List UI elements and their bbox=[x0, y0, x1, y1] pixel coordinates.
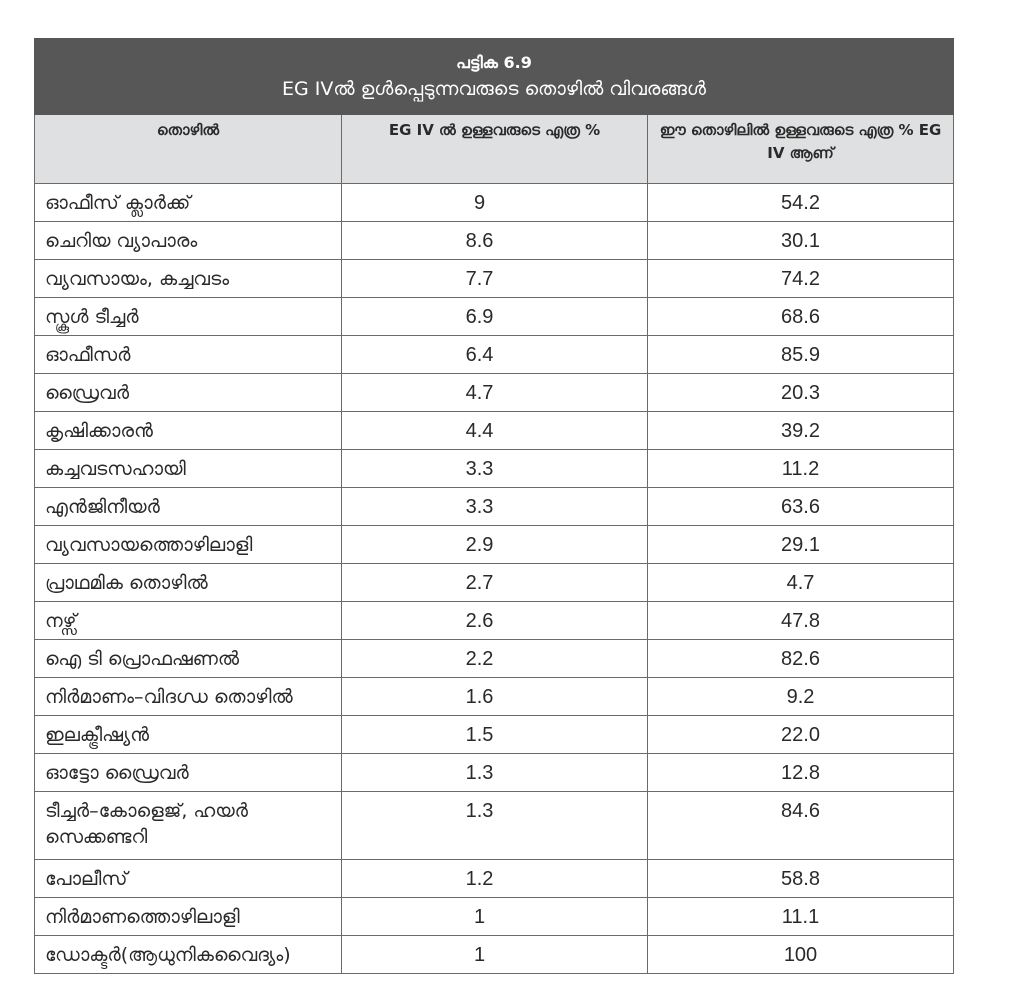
cell-pct-of-eg4: 2.9 bbox=[342, 526, 648, 564]
table-row bbox=[35, 374, 954, 412]
cell-occupation: ഇലക്ട്രീഷ്യൻ bbox=[35, 716, 342, 754]
cell-pct-eg4-in-job: 58.8 bbox=[648, 860, 954, 898]
cell-occupation: ഓഫീസർ bbox=[35, 336, 342, 374]
table-body bbox=[35, 184, 954, 974]
cell-pct-eg4-in-job: 12.8 bbox=[648, 754, 954, 792]
cell-pct-eg4-in-job: 82.6 bbox=[648, 640, 954, 678]
cell-pct-eg4-in-job: 20.3 bbox=[648, 374, 954, 412]
cell-occupation: കൃഷിക്കാരൻ bbox=[35, 412, 342, 450]
cell-pct-of-eg4: 4.4 bbox=[342, 412, 648, 450]
column-header-pct-eg4-in-job: ഈ തൊഴിലിൽ ഉള്ളവരുടെ എത്ര % EG IV ആണ് bbox=[648, 115, 954, 184]
cell-pct-eg4-in-job: 11.1 bbox=[648, 898, 954, 936]
cell-pct-eg4-in-job: 74.2 bbox=[648, 260, 954, 298]
cell-pct-eg4-in-job: 4.7 bbox=[648, 564, 954, 602]
cell-pct-of-eg4: 1.6 bbox=[342, 678, 648, 716]
cell-pct-of-eg4: 9 bbox=[342, 184, 648, 222]
cell-pct-eg4-in-job: 11.2 bbox=[648, 450, 954, 488]
cell-pct-of-eg4: 2.2 bbox=[342, 640, 648, 678]
table-row bbox=[35, 298, 954, 336]
cell-pct-of-eg4: 2.6 bbox=[342, 602, 648, 640]
occupation-table bbox=[34, 38, 953, 974]
column-header-row bbox=[35, 115, 954, 184]
cell-pct-of-eg4: 8.6 bbox=[342, 222, 648, 260]
cell-pct-of-eg4: 7.7 bbox=[342, 260, 648, 298]
cell-pct-of-eg4: 1.2 bbox=[342, 860, 648, 898]
table-row bbox=[35, 184, 954, 222]
cell-pct-eg4-in-job: 9.2 bbox=[648, 678, 954, 716]
table-row bbox=[35, 792, 954, 860]
table-row bbox=[35, 936, 954, 974]
cell-occupation: വ്യവസായം, കച്ചവടം bbox=[35, 260, 342, 298]
cell-pct-of-eg4: 6.4 bbox=[342, 336, 648, 374]
cell-occupation: പ്രാഥമിക തൊഴിൽ bbox=[35, 564, 342, 602]
cell-occupation: ഓഫീസ് ക്ലാർക്ക് bbox=[35, 184, 342, 222]
cell-pct-eg4-in-job: 30.1 bbox=[648, 222, 954, 260]
table-row bbox=[35, 716, 954, 754]
cell-pct-of-eg4: 2.7 bbox=[342, 564, 648, 602]
cell-occupation: എൻജിനീയർ bbox=[35, 488, 342, 526]
table-row bbox=[35, 898, 954, 936]
cell-pct-eg4-in-job: 85.9 bbox=[648, 336, 954, 374]
table-row bbox=[35, 336, 954, 374]
table-number: പട്ടിക 6.9 bbox=[456, 52, 532, 72]
table-row bbox=[35, 260, 954, 298]
table-row bbox=[35, 222, 954, 260]
cell-occupation: നഴ്സ് bbox=[35, 602, 342, 640]
cell-occupation: ചെറിയ വ്യാപാരം bbox=[35, 222, 342, 260]
table-row bbox=[35, 602, 954, 640]
cell-pct-eg4-in-job: 63.6 bbox=[648, 488, 954, 526]
cell-pct-eg4-in-job: 39.2 bbox=[648, 412, 954, 450]
table-row bbox=[35, 450, 954, 488]
cell-pct-eg4-in-job: 29.1 bbox=[648, 526, 954, 564]
cell-occupation: പോലീസ് bbox=[35, 860, 342, 898]
cell-pct-of-eg4: 1 bbox=[342, 936, 648, 974]
cell-occupation: നിർമാണം–വിദഗ്ധ തൊഴിൽ bbox=[35, 678, 342, 716]
cell-occupation: കച്ചവടസഹായി bbox=[35, 450, 342, 488]
cell-pct-of-eg4: 1 bbox=[342, 898, 648, 936]
table-row bbox=[35, 526, 954, 564]
eg4-occupation-table bbox=[34, 38, 954, 974]
table-caption bbox=[35, 39, 954, 115]
cell-pct-eg4-in-job: 84.6 bbox=[648, 792, 954, 860]
column-header-occupation: തൊഴിൽ bbox=[35, 115, 342, 184]
cell-pct-eg4-in-job: 68.6 bbox=[648, 298, 954, 336]
table-row bbox=[35, 754, 954, 792]
cell-pct-of-eg4: 1.3 bbox=[342, 792, 648, 860]
table-row bbox=[35, 564, 954, 602]
table-row bbox=[35, 488, 954, 526]
cell-occupation: ടീച്ചർ–കോളെജ്, ഹയർ സെക്കണ്ടറി bbox=[35, 792, 342, 860]
cell-occupation: ഐ ടി പ്രൊഫഷണൽ bbox=[35, 640, 342, 678]
cell-pct-eg4-in-job: 47.8 bbox=[648, 602, 954, 640]
cell-occupation: സ്കൂൾ ടീച്ചർ bbox=[35, 298, 342, 336]
cell-pct-of-eg4: 3.3 bbox=[342, 450, 648, 488]
table-row bbox=[35, 640, 954, 678]
cell-occupation: ഓട്ടോ ഡ്രൈവർ bbox=[35, 754, 342, 792]
cell-occupation: വ്യവസായത്തൊഴിലാളി bbox=[35, 526, 342, 564]
cell-occupation: ഡ്രൈവർ bbox=[35, 374, 342, 412]
table-title: EG IVൽ ഉൾപ്പെടുന്നവരുടെ തൊഴിൽ വിവരങ്ങൾ bbox=[282, 77, 706, 100]
cell-pct-eg4-in-job: 54.2 bbox=[648, 184, 954, 222]
column-header-pct-of-eg4: EG IV ൽ ഉള്ളവരുടെ എത്ര % bbox=[342, 115, 648, 184]
cell-pct-of-eg4: 1.5 bbox=[342, 716, 648, 754]
cell-pct-eg4-in-job: 100 bbox=[648, 936, 954, 974]
table-row bbox=[35, 678, 954, 716]
cell-pct-of-eg4: 3.3 bbox=[342, 488, 648, 526]
cell-pct-eg4-in-job: 22.0 bbox=[648, 716, 954, 754]
cell-pct-of-eg4: 6.9 bbox=[342, 298, 648, 336]
cell-pct-of-eg4: 1.3 bbox=[342, 754, 648, 792]
table-row bbox=[35, 860, 954, 898]
cell-occupation: നിർമാണത്തൊഴിലാളി bbox=[35, 898, 342, 936]
cell-occupation: ഡോക്ടർ(ആധുനികവൈദ്യം) bbox=[35, 936, 342, 974]
table-row bbox=[35, 412, 954, 450]
table-title-row bbox=[35, 39, 954, 115]
cell-pct-of-eg4: 4.7 bbox=[342, 374, 648, 412]
